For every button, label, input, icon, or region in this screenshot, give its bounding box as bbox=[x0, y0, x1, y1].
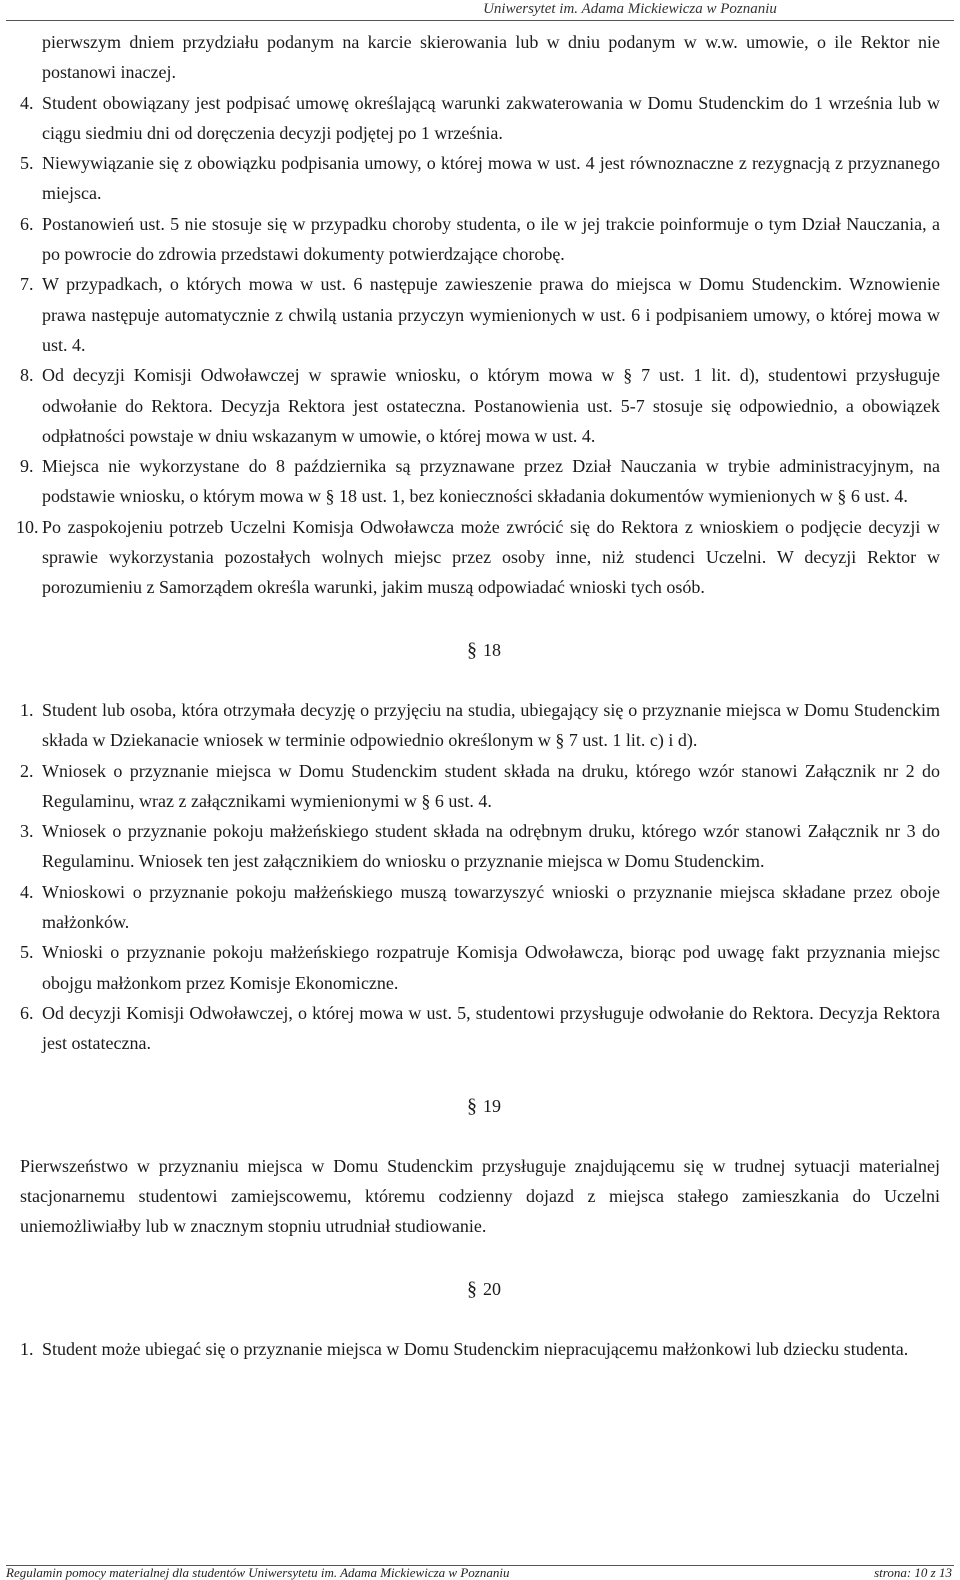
item-number: 5. bbox=[20, 942, 34, 963]
item-number: 4. bbox=[20, 92, 34, 113]
footer-page-number: strona: 10 z 13 bbox=[874, 1565, 952, 1580]
paragraph-17-list bbox=[16, 88, 940, 603]
continuation-paragraph: pierwszym dniem przydziału podanym na karcie skierowania lub w dniu podanym w w.w. umowie, o ile Rektor nie postanowi inaczej. bbox=[42, 32, 940, 83]
section-symbol: § bbox=[467, 1094, 477, 1117]
list-item bbox=[20, 877, 940, 938]
list-item bbox=[20, 269, 940, 360]
footer-document-title: Regulamin pomocy materialnej dla studentów Uniwersytetu im. Adama Mickiewicza w Poznaniu bbox=[6, 1565, 510, 1580]
item-text: Od decyzji Komisji Odwoławczej, o której mowa w ust. 5, studentowi przysługuje odwołanie do Rektora. Decyzja Rektora jest ostateczna. bbox=[42, 1002, 940, 1054]
list-item bbox=[20, 360, 940, 451]
item-text: W przypadkach, o których mowa w ust. 6 następuje zawieszenie prawa do miejsca w Domu Studenckim. Wznowienie prawa następuje automatycznie z chwilą ustania przyczyn wymienionych w ust. 6 i podpisaniem umowy, o której mowa w ust. 4. bbox=[42, 274, 940, 355]
section-symbol: § bbox=[467, 1277, 477, 1300]
paragraph-19-text: Pierwszeństwo w przyznaniu miejsca w Domu Studenckim przysługuje znajdującemu się w trudnej sytuacji materialnej stacjonarnemu studentowi zamiejscowemu, któremu codzienny dojazd z miejsca stałego zamieszkania do Uczelni uniemożliwiałby lub w znacznym stopniu utrudniał studiowanie. bbox=[20, 1155, 940, 1237]
list-item bbox=[20, 88, 940, 149]
item-text: Student obowiązany jest podpisać umowę określającą warunki zakwaterowania w Domu Studenckim do 1 września lub w ciągu siedmiu dni od doręczenia decyzji podjętej po 1 września. bbox=[42, 92, 940, 143]
item-text: Wniosek o przyznanie miejsca w Domu Studenckim student składa na druku, którego wzór stanowi Załącznik nr 2 do Regulaminu, wraz z załącznikami wymienionymi w § 6 ust. 4. bbox=[42, 760, 940, 811]
item-number: 6. bbox=[20, 1002, 34, 1023]
item-number: 1. bbox=[20, 699, 34, 720]
list-item bbox=[20, 148, 940, 209]
section-heading-20 bbox=[20, 1274, 940, 1304]
item-number: 5. bbox=[20, 153, 34, 174]
item-number: 7. bbox=[20, 274, 34, 295]
list-item bbox=[16, 512, 940, 603]
section-number: 18 bbox=[483, 639, 501, 660]
item-text: Po zaspokojeniu potrzeb Uczelni Komisja Odwoławcza może zwrócić się do Rektora z wnioskiem o podjęcie decyzji w sprawie wykorzystania pozostałych wolnych miejsc przez osoby inne, niż studenci Uczelni. W decyzji Rektor w porozumieniu z Samorządem określa warunki, jakim muszą odpowiadać wnioski tych osób. bbox=[42, 516, 940, 598]
section-heading-18 bbox=[20, 635, 940, 665]
paragraph-20-list bbox=[20, 1334, 940, 1364]
paragraph-18-list bbox=[20, 695, 940, 1059]
item-number: 10. bbox=[16, 516, 39, 537]
section-number: 19 bbox=[483, 1095, 501, 1116]
item-text: Postanowień ust. 5 nie stosuje się w przypadku choroby studenta, o ile w jej trakcie poinformuje o tym Dział Nauczania, a po powrocie do zdrowia przedstawi dokumenty potwierdzające chorobę. bbox=[42, 213, 940, 265]
list-item bbox=[20, 1334, 940, 1364]
item-text: Wniosek o przyznanie pokoju małżeńskiego student składa na odrębnym druku, którego wzór stanowi Załącznik nr 3 do Regulaminu. Wniosek ten jest załącznikiem do wniosku o przyznanie miejsca w Domu Studenckim. bbox=[42, 821, 940, 872]
section-number: 20 bbox=[483, 1278, 501, 1299]
running-header: Uniwersytet im. Adama Mickiewicza w Poznaniu bbox=[483, 1, 777, 17]
list-item bbox=[20, 451, 940, 512]
list-item bbox=[20, 209, 940, 270]
item-text: Niewywiązanie się z obowiązku podpisania umowy, o której mowa w ust. 4 jest równoznaczne z rezygnacją z przyznanego miejsca. bbox=[42, 153, 940, 204]
item-number: 2. bbox=[20, 760, 34, 781]
list-item bbox=[20, 756, 940, 817]
item-text: Od decyzji Komisji Odwoławczej w sprawie wniosku, o którym mowa w § 7 ust. 1 lit. d), studentowi przysługuje odwołanie do Rektora. Decyzja Rektora jest ostateczna. Postanowienia ust. 5-7 stosuje się odpowiednio, a obowiązek odpłatności powstaje w dniu wskazanym w umowie, o której mowa w ust. 4. bbox=[42, 365, 940, 446]
item-text: Student może ubiegać się o przyznanie miejsca w Domu Studenckim niepracującemu małżonkowi lub dziecku studenta. bbox=[42, 1338, 909, 1359]
list-item bbox=[20, 695, 940, 756]
item-number: 8. bbox=[20, 365, 34, 386]
page-body bbox=[16, 27, 940, 1364]
item-text: Wnioskowi o przyznanie pokoju małżeńskiego muszą towarzyszyć wnioski o przyznanie miejsca składane przez oboje małżonków. bbox=[42, 881, 940, 933]
list-item bbox=[20, 816, 940, 877]
item-number: 6. bbox=[20, 213, 34, 234]
section-heading-19 bbox=[20, 1091, 940, 1121]
section-symbol: § bbox=[467, 638, 477, 661]
item-number: 1. bbox=[20, 1338, 34, 1359]
item-number: 4. bbox=[20, 881, 34, 902]
item-text: Wnioski o przyznanie pokoju małżeńskiego rozpatruje Komisja Odwoławcza, biorąc pod uwagę fakt przyznania miejsc obojgu małżonkom przez Komisje Ekonomiczne. bbox=[42, 942, 940, 993]
item-number: 9. bbox=[20, 456, 34, 477]
list-item bbox=[20, 998, 940, 1059]
item-text: Student lub osoba, która otrzymała decyzję o przyjęciu na studia, ubiegający się o przyznanie miejsca w Domu Studenckim składa w Dziekanacie wniosek w terminie odpowiednio określonym w § 7 ust. 1 lit. c) i d). bbox=[42, 699, 940, 751]
header-divider bbox=[6, 20, 954, 21]
list-item bbox=[20, 937, 940, 998]
item-number: 3. bbox=[20, 821, 34, 842]
item-text: Miejsca nie wykorzystane do 8 października są przyznawane przez Dział Nauczania w trybie administracyjnym, na podstawie wniosku, o którym mowa w § 18 ust. 1, bez konieczności składania dokumentów wymienionych w § 6 ust. 4. bbox=[42, 456, 940, 507]
